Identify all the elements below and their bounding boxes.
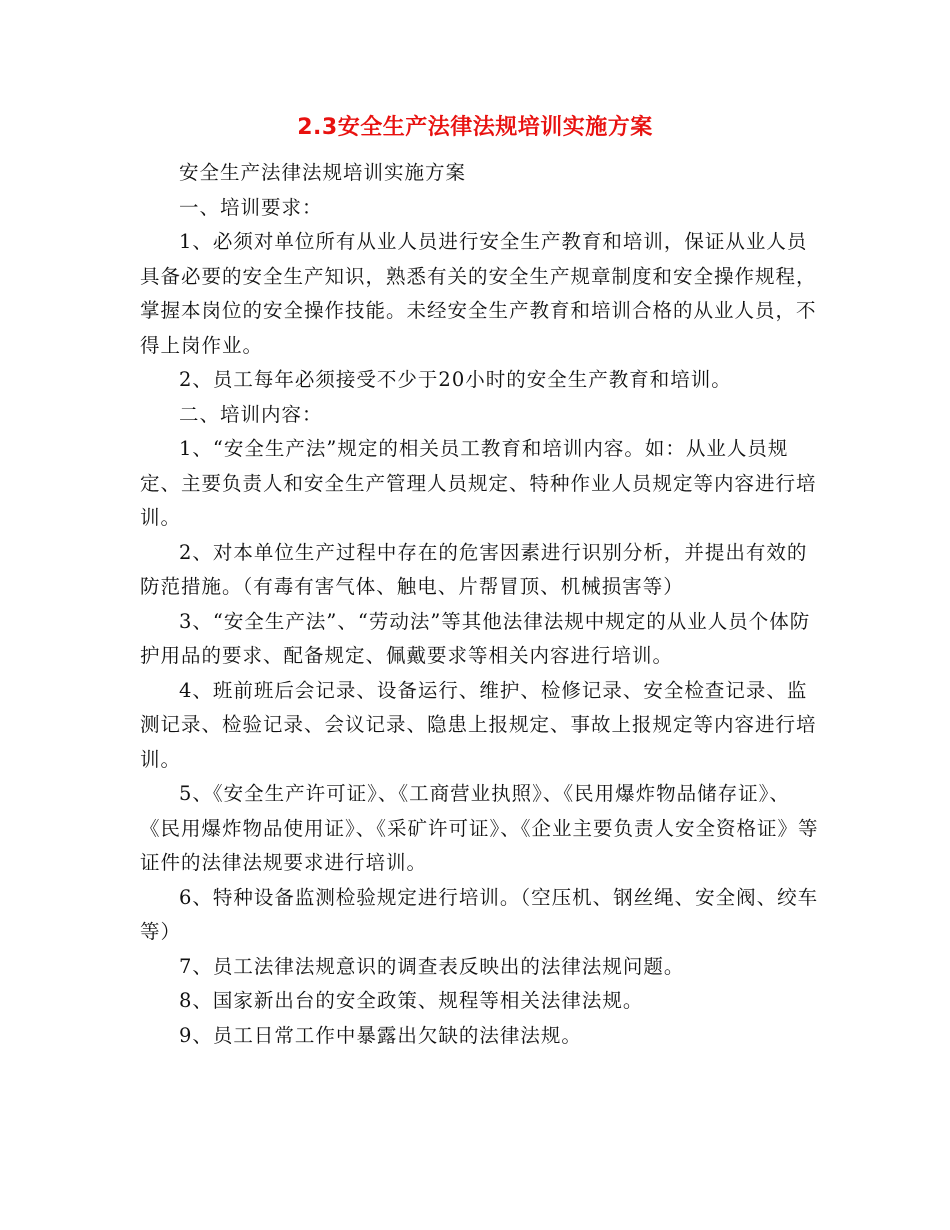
paragraph: 4、班前班后会记录、设备运行、维护、检修记录、安全检查记录、监测记录、检验记录、会议记录、隐患上报规定、事故上报规定等内容进行培训。 <box>140 678 817 771</box>
paragraph: 5、《安全生产许可证》、《工商营业执照》、《民用爆炸物品储存证》、《民用爆炸物品使用证》、《采矿许可证》、《企业主要负责人安全资格证》等证件的法律法规要求进行培训。 <box>140 782 819 874</box>
paragraph: 7、员工法律法规意识的调查表反映出的法律法规问题。 <box>179 954 685 978</box>
paragraph: 6、特种设备监测检验规定进行培训。（空压机、钢丝绳、安全阀、绞车等） <box>140 885 819 943</box>
paragraph: 1、必须对单位所有从业人员进行安全生产教育和培训，保证从业人员具备必要的安全生产知识，熟悉有关的安全生产规章制度和安全操作规程，掌握本岗位的安全操作技能。未经安全生产教育和培训合格的从业人员，不得上岗作业。 <box>140 230 817 357</box>
paragraph: 3、“安全生产法”、“劳动法”等其他法律法规中规定的从业人员个体防护用品的要求、配备规定、佩戴要求等相关内容进行培训。 <box>140 609 811 667</box>
subtitle-paragraph: 安全生产法律法规培训实施方案 <box>179 161 467 184</box>
document-body <box>140 156 820 1053</box>
document-title: 2.3安全生产法律法规培训实施方案 <box>297 115 653 140</box>
paragraph: 1、“安全生产法”规定的相关员工教育和培训内容。如：从业人员规定、主要负责人和安全生产管理人员规定、特种作业人员规定等内容进行培训。 <box>140 437 817 529</box>
paragraph: 2、员工每年必须接受不少于20小时的安全生产教育和培训。 <box>179 368 732 391</box>
section-heading-content: 二、培训内容： <box>179 402 323 426</box>
paragraph: 8、国家新出台的安全政策、规程等相关法律法规。 <box>179 989 644 1012</box>
paragraph: 9、员工日常工作中暴露出欠缺的法律法规。 <box>179 1023 582 1047</box>
paragraph: 2、对本单位生产过程中存在的危害因素进行识别分析，并提出有效的防范措施。（有毒有害气体、触电、片帮冒顶、机械损害等） <box>140 540 808 598</box>
section-heading-requirements: 一、培训要求： <box>179 195 323 219</box>
